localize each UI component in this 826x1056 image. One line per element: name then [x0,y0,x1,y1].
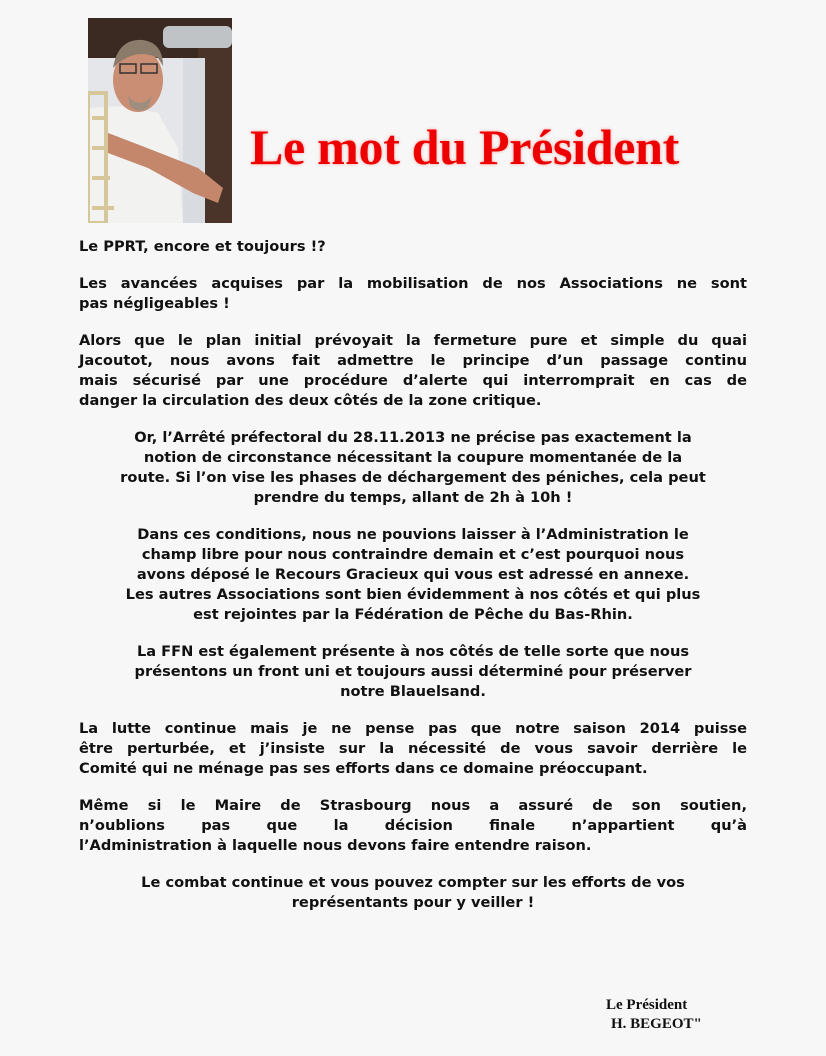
paragraph [79,873,747,913]
text-line: représentants pour y veiller ! [291,894,535,911]
text-line: notre Blauelsand. [340,683,486,700]
signature-name: H. BEGEOT" [611,1016,702,1032]
paragraph [79,331,747,411]
text-line: Alors que le plan initial prévoyait la fermeture pure et simple du quai [79,332,747,349]
text-line: Or, l’Arrêté préfectoral du 28.11.2013 ne précise pas exactement la [134,429,692,446]
president-photo [88,18,232,223]
text-line: mais sécurisé par une procédure d’alerte qui interromprait en cas de [79,372,747,389]
text-line: route. Si l’on vise les phases de déchargement des péniches, cela peut [120,469,706,486]
text-line: Comité qui ne ménage pas ses efforts dans ce domaine préoccupant. [79,760,648,777]
text-line: pas négligeables ! [79,295,230,312]
text-line: présentons un front uni et toujours aussi déterminé pour préserver [134,663,692,680]
paragraph [79,642,747,702]
text-line: danger la circulation des deux côtés de la zone critique. [79,392,542,409]
portrait-image [88,18,232,223]
text-line: prendre du temps, allant de 2h à 10h ! [253,489,573,506]
text-line: n’oublions pas que la décision finale n’appartient qu’à [79,817,747,834]
paragraph [79,796,747,856]
text-line: Les avancées acquises par la mobilisation de nos Associations ne sont [79,275,747,292]
page-title: Le mot du Président [250,119,679,175]
text-line: avons déposé le Recours Gracieux qui vous est adressé en annexe. [136,566,690,583]
text-line: Le PPRT, encore et toujours !? [79,238,326,255]
text-line: Les autres Associations sont bien évidemment à nos côtés et qui plus [125,586,701,603]
paragraph [79,719,747,779]
letter-body [79,237,747,930]
text-line: Jacoutot, nous avons fait admettre le principe d’un passage continu [79,352,747,369]
text-line: est rejointes par la Fédération de Pêche du Bas-Rhin. [193,606,633,623]
text-line: Dans ces conditions, nous ne pouvions laisser à l’Administration le [137,526,689,543]
text-line: être perturbée, et j’insiste sur la nécessité de vous savoir derrière le [79,740,747,757]
letter-heading [79,237,747,257]
signature-role: Le Président [606,997,688,1013]
text-line: Même si le Maire de Strasbourg nous a assuré de son soutien, [79,797,747,814]
text-line: Le combat continue et vous pouvez compter sur les efforts de vos [141,874,685,891]
signature [606,996,702,1034]
text-line: notion de circonstance nécessitant la coupure momentanée de la [143,449,683,466]
text-line: champ libre pour nous contraindre demain et c’est pourquoi nous [141,546,685,563]
text-line: La lutte continue mais je ne pense pas que notre saison 2014 puisse [79,720,747,737]
paragraph [79,525,747,625]
text-line: La FFN est également présente à nos côtés de telle sorte que nous [136,643,690,660]
paragraph [79,274,747,314]
text-line: l’Administration à laquelle nous devons faire entendre raison. [79,837,592,854]
paragraph [79,428,747,508]
